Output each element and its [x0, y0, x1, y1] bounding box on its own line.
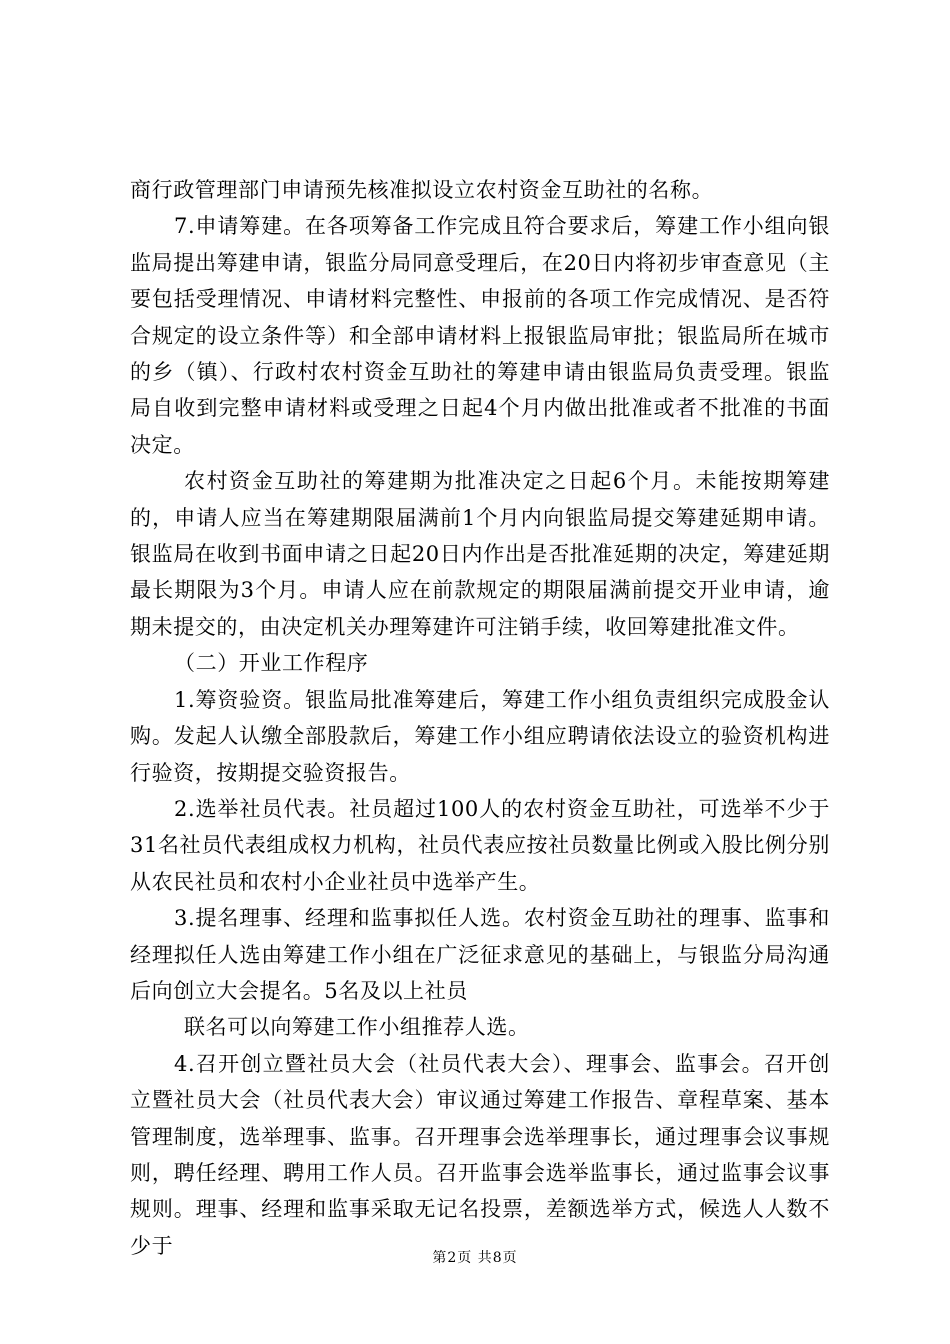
paragraph-elect-representatives: 2.选举社员代表。社员超过100人的农村资金互助社，可选举不少于31名社员代表组成权力机构，社员代表应按社员数量比例或入股比例分别从农民社员和农村小企业社员中选举产生。 — [130, 796, 830, 894]
paragraph-continuation: 商行政管理部门申请预先核准拟设立农村资金互助社的名称。 — [130, 178, 714, 202]
paragraph-founding-meeting: 4.召开创立暨社员大会（社员代表大会）、理事会、监事会。召开创立暨社员大会（社员代表大会）审议通过筹建工作报告、章程草案、基本管理制度，选举理事、监事。召开理事会选举理事长，通过理事会议事规则，聘任经理、聘用工作人员。召开监事会选举监事长，通过监事会议事规则。理事、经理和监事采取无记名投票，差额选举方式，候选人人数不少于 — [130, 1051, 830, 1258]
paragraph-capital-verification: 1.筹资验资。银监局批准筹建后，筹建工作小组负责组织完成股金认购。发起人认缴全部股款后，筹建工作小组应聘请依法设立的验资机构进行验资，按期提交验资报告。 — [130, 687, 830, 785]
section-heading-opening-procedure: （二）开业工作程序 — [174, 651, 369, 676]
paragraph-nominate-candidates: 3.提名理事、经理和监事拟任人选。农村资金互助社的理事、监事和经理拟任人选由筹建工作小组在广泛征求意见的基础上，与银监分局沟通后向创立大会提名。5名及以上社员 — [130, 906, 830, 1003]
paragraph-preparation-period: 农村资金互助社的筹建期为批准决定之日起6个月。未能按期筹建的，申请人应当在筹建期限届满前1个月内向银监局提交筹建延期申请。银监局在收到书面申请之日起20日内作出是否批准延期的决定，筹建延期最长期限为3个月。申请人应在前款规定的期限届满前提交开业申请，逾期未提交的，由决定机关办理筹建许可注销手续，收回筹建批准文件。 — [130, 469, 830, 639]
page-number-footer: 第2页 共8页 — [432, 1250, 518, 1266]
paragraph-apply-preparation: 7.申请筹建。在各项筹备工作完成且符合要求后，筹建工作小组向银监局提出筹建申请，银监分局同意受理后，在20日内将初步审查意见（主要包括受理情况、申请材料完整性、申报前的各项工作完成情况、是否符合规定的设立条件等）和全部申请材料上报银监局审批；银监局所在城市的乡（镇）、行政村农村资金互助社的筹建申请由银监局负责受理。银监局自收到完整申请材料或受理之日起4个月内做出批准或者不批准的书面决定。 — [130, 214, 830, 457]
document-body — [130, 172, 830, 1264]
paragraph-joint-recommendation: 联名可以向筹建工作小组推荐人选。 — [184, 1015, 530, 1040]
